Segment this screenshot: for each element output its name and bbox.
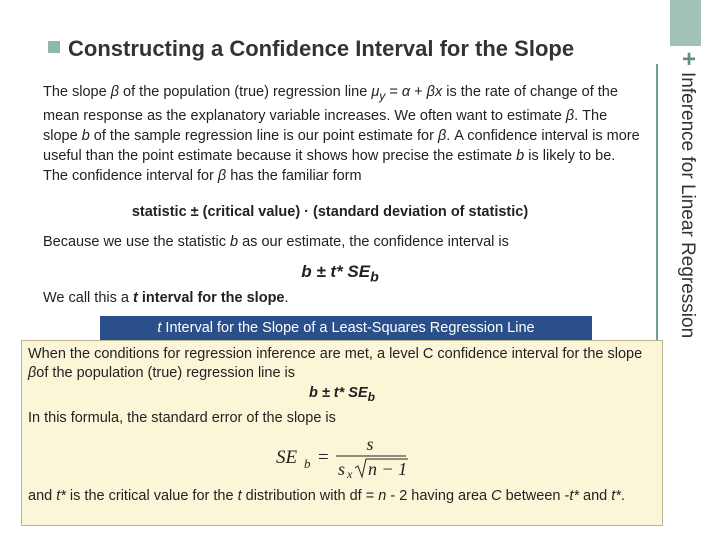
subscript-y: y: [379, 88, 386, 103]
text: When the conditions for regression inference are met, a level C confidence interval for the slope: [28, 346, 643, 362]
corner-accent-bar: [670, 0, 701, 46]
definition-box-header: [100, 316, 592, 340]
text: =: [385, 84, 402, 100]
formula-lead: b ± t* SE: [301, 262, 371, 281]
se-lhs: SE: [276, 447, 298, 468]
symbol-alpha: α: [401, 84, 411, 100]
text: is the rate of change of the mean response as the explanatory variable increases. We often want to estimate: [43, 84, 618, 124]
critical-value-paragraph: [28, 487, 654, 506]
text: +: [410, 84, 427, 100]
symbol-b: b: [516, 147, 525, 164]
formula-subscript: b: [370, 269, 379, 286]
text: distribution with df =: [241, 488, 379, 504]
symbol-t: t: [133, 290, 138, 306]
text: and: [578, 488, 612, 504]
formula-subscript: b: [367, 389, 376, 404]
standard-error-intro: In this formula, the standard error of the slope is: [28, 410, 336, 426]
text: interval for the slope: [137, 290, 285, 306]
standard-error-formula: [274, 433, 414, 479]
text: is likely to be. The confidence interval for: [43, 147, 616, 184]
text: between -: [501, 488, 570, 504]
denominator-s: s: [338, 459, 346, 479]
plus-icon: +: [682, 46, 697, 73]
symbol-n: n: [378, 488, 387, 504]
slide-title-text: Constructing a Confidence Interval for the Slope: [68, 36, 575, 61]
symbol-t: t: [157, 320, 162, 336]
symbol-beta-x: βx: [426, 84, 443, 100]
text: of the sample regression line is our point estimate for: [89, 127, 438, 144]
symbol-beta: β: [217, 167, 227, 184]
section-title: Inference for Linear Regression: [677, 72, 698, 339]
general-ci-formula: statistic ± (critical value) · (standard deviation of statistic): [131, 204, 529, 220]
text: .: [284, 290, 289, 306]
se-numerator: s: [366, 434, 374, 454]
symbol-b: b: [230, 234, 239, 250]
conditions-paragraph: [28, 345, 654, 383]
symbol-beta: β: [565, 107, 575, 124]
because-text: [43, 234, 509, 250]
header-text: Interval for the Slope of a Least-Squares Regression Line: [161, 320, 535, 336]
text: is the critical value for the: [65, 488, 238, 504]
call-this-text: [43, 290, 289, 306]
text: We call this a: [43, 290, 133, 306]
slide-title: [48, 36, 574, 62]
text: Because we use the statistic: [43, 234, 230, 250]
symbol-beta: β: [110, 84, 120, 100]
symbol-beta: β: [28, 365, 37, 381]
text: and: [28, 488, 57, 504]
text: . A confidence interval is more useful than the point estimate because it shows how precise the estimate: [43, 127, 640, 164]
symbol-C: C: [491, 488, 502, 504]
symbol-t-star: t*: [56, 488, 66, 504]
equals-sign: =: [318, 447, 329, 468]
estimate-formula: [0, 262, 680, 285]
symbol-beta: β: [437, 127, 447, 144]
symbol-mu: μ: [371, 84, 380, 100]
text: of the population (true) regression line: [119, 84, 372, 100]
square-bullet-icon: [48, 41, 60, 53]
text: has the familiar form: [226, 167, 362, 184]
symbol-t: t: [237, 488, 242, 504]
symbol-t-star: t*: [569, 488, 579, 504]
text: The slope: [43, 84, 111, 100]
definition-box: [21, 340, 663, 526]
se-lhs-subscript: b: [304, 456, 311, 471]
text: .: [620, 488, 625, 504]
text: as our estimate, the confidence interval is: [238, 234, 509, 250]
symbol-b: b: [81, 127, 90, 144]
text: . The slope: [43, 107, 608, 144]
denominator-n-minus-1: n − 1: [368, 459, 408, 479]
text: - 2 having area: [386, 488, 492, 504]
slope-interval-formula: [22, 385, 662, 404]
intro-paragraph: [43, 82, 643, 186]
symbol-t-star: t*: [611, 488, 621, 504]
denominator-subscript: x: [347, 467, 353, 479]
text: of the population (true) regression line is: [36, 365, 296, 381]
formula-lead: b ± t* SE: [308, 385, 368, 401]
